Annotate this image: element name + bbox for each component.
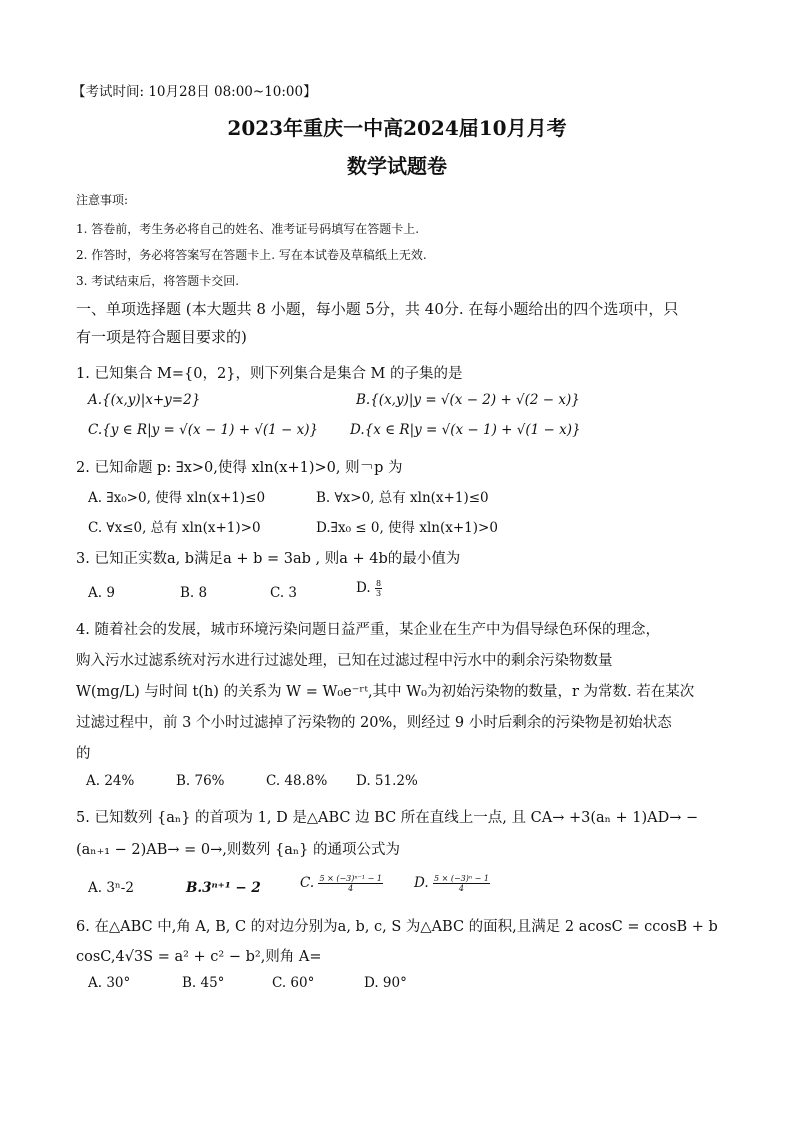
question-5-line1: 5. 已知数列 {aₙ} 的首项为 1, D 是△ABC 边 BC 所在直线上一点, 且 CA→ +3(aₙ + 1)AD→ − [76,810,699,826]
note-item: 3. 考试结束后，将答题卡交回. [76,274,240,288]
section-heading-line1: 一、单项选择题 (本大题共 8 小题，每小题 5分，共 40分. 在每小题给出的四个选项中，只 [76,300,679,318]
option-label: D. [414,875,429,891]
question-3-option-d [356,579,382,598]
numerator: 5 × (−3)ⁿ⁻¹ − 1 [319,874,382,883]
question-4-option-a: A. 24% [86,773,135,789]
denominator: 4 [458,884,464,893]
question-4-line4: 过滤过程中，前 3 个小时过滤掉了污染物的 20%，则经过 9 小时后剩余的污染物是初始状态 [76,715,672,731]
question-1-option-d: D.{x ∈ R|y = √(x − 1) + √(1 − x)} [350,422,581,438]
question-6-line1: 6. 在△ABC 中,角 A, B, C 的对边分别为a, b, c, S 为△ABC 的面积,且满足 2 acosC = ccosB + b [76,919,718,935]
question-4-option-b: B. 76% [176,773,225,789]
note-item: 2. 作答时，务必将答案写在答题卡上. 写在本试卷及草稿纸上无效. [76,248,427,262]
question-2-option-d: D.∃x₀ ≤ 0, 使得 xln(x+1)>0 [316,520,498,536]
question-6-option-c: C. 60° [272,975,315,991]
question-3-stem: 3. 已知正实数a, b满足a + b = 3ab , 则a + 4b的最小值为 [76,551,461,567]
section-heading-line2: 有一项是符合题目要求的) [76,328,247,346]
option-label: C. [300,875,315,891]
question-2-stem: 2. 已知命题 p: ∃x>0,使得 xln(x+1)>0, 则￢p 为 [76,460,403,476]
question-3-option-c: C. 3 [270,585,298,601]
question-6-line2: cosC,4√3S = a² + c² − b²,则角 A= [76,949,322,965]
question-1-option-c: C.{y ∈ R|y = √(x − 1) + √(1 − x)} [88,422,319,438]
question-4-line5: 的 [76,746,91,762]
numerator: 5 × (−3)ⁿ − 1 [433,874,489,883]
question-2-option-b: B. ∀x>0, 总有 xln(x+1)≤0 [316,490,489,506]
question-5-option-a: A. 3ⁿ-2 [88,880,134,896]
question-4-line2: 购入污水过滤系统对污水进行过滤处理，已知在过滤过程中污水中的剩余污染物数量 [76,653,613,669]
question-1-stem: 1. 已知集合 M={0，2}，则下列集合是集合 M 的子集的是 [76,366,463,382]
note-item: 1. 答卷前，考生务必将自己的姓名、准考证号码填写在答题卡上. [76,222,420,236]
question-4-line3: W(mg/L) 与时间 t(h) 的关系为 W = W₀e⁻ʳᵗ,其中 W₀为初始污染物的数量，r 为常数. 若在某次 [76,684,695,700]
option-label: D. [356,580,371,596]
question-2-option-c: C. ∀x≤0, 总有 xln(x+1)>0 [88,520,261,536]
numerator: 8 [375,579,382,588]
denominator: 3 [375,589,382,598]
question-1-option-a: A.{(x,y)|x+y=2} [88,392,201,408]
fraction [375,579,382,598]
question-1-option-b: B.{(x,y)|y = √(x − 2) + √(2 − x)} [356,392,580,408]
question-2-option-a: A. ∃x₀>0, 使得 xln(x+1)≤0 [88,490,266,506]
fraction [318,874,382,893]
question-3-option-a: A. 9 [88,585,115,601]
question-6-option-b: B. 45° [182,975,225,991]
question-3-option-b: B. 8 [180,585,208,601]
fraction [433,874,490,893]
question-4-option-c: C. 48.8% [266,773,328,789]
question-5-option-d [414,874,490,893]
question-5-option-b: B.3ⁿ⁺¹ − 2 [186,880,261,896]
question-4-line1: 4. 随着社会的发展，城市环境污染问题日益严重，某企业在生产中为倡导绿色环保的理念， [76,622,660,638]
question-6-option-a: A. 30° [88,975,131,991]
denominator: 4 [348,884,354,893]
question-5-line2: (aₙ₊₁ − 2)AB→ = 0→,则数列 {aₙ} 的通项公式为 [76,842,401,858]
question-4-option-d: D. 51.2% [356,773,418,789]
exam-time: 【考试时间: 10月28日 08:00~10:00】 [72,84,317,100]
notes-heading: 注意事项: [76,193,129,207]
question-5-option-c [300,874,383,893]
exam-subtitle: 数学试题卷 [347,154,447,178]
question-6-option-d: D. 90° [364,975,407,991]
exam-title: 2023年重庆一中高2024届10月月考 [227,116,567,140]
